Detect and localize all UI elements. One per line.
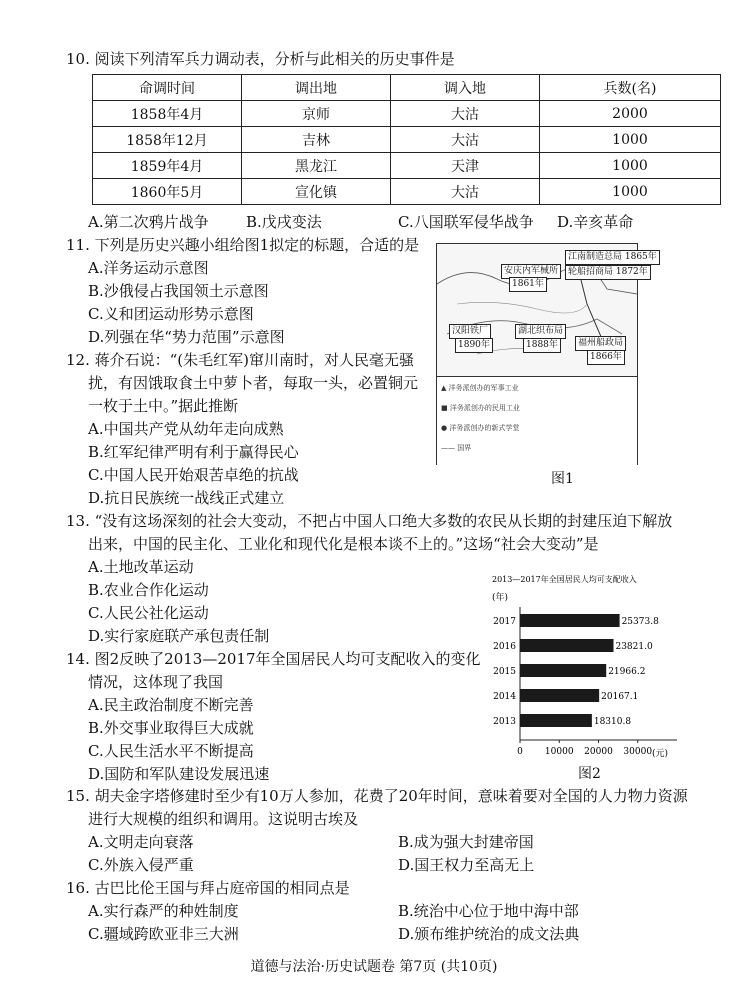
q10-option-c: C.八国联军侵华战争 [398,213,534,231]
q14-option-c: C.人民生活水平不断提高 [88,742,254,760]
q16-stem: 16. 古巴比伦王国与拜占庭帝国的相同点是 [66,879,350,897]
value-label: 25373.8 [621,617,659,627]
table-header: 命调时间 [93,75,242,101]
income-bar-chart [482,572,682,772]
table-row [93,101,721,127]
figure2-caption: 图2 [578,766,601,782]
chart-ylabel: (年) [492,593,509,603]
table-cell: 大沽 [391,127,540,153]
q16-option-c: C.疆域跨欧亚非三大洲 [88,925,239,943]
table-cell: 2000 [540,101,721,127]
troop-table [92,74,721,205]
map-legend [437,376,637,465]
category-label: 2016 [493,642,516,652]
q15-line-2: 进行大规模的组织和调用。这说明古埃及 [88,810,359,828]
table-cell: 宣化镇 [242,179,391,205]
category-label: 2017 [493,617,516,627]
table-cell: 大沽 [391,101,540,127]
table-cell: 1858年4月 [93,101,242,127]
table-header: 调入地 [391,75,540,101]
map-label-jiangnan: 江南制造总局 1865年 [565,250,660,265]
category-label: 2013 [493,717,516,727]
table-cell: 1860年5月 [93,179,242,205]
map-label-hubei: 湖北织布局 [515,324,566,339]
q14-option-a: A.民主政治制度不断完善 [88,696,254,714]
map-label-anqing: 安庆内军械所 [501,264,561,279]
q14-line-1: 14. 图2反映了2013—2017年全国居民人均可支配收入的变化 [66,650,481,668]
q15-option-c: C.外族入侵严重 [88,856,194,874]
q16-option-d: D.颁布维护统治的成文法典 [398,925,580,943]
map-label-hanyang-year: 1890年 [455,338,493,353]
q15-option-b: B.成为强大封建帝国 [398,833,534,851]
q11-stem: 11. 下列是历史兴趣小组给图1拟定的标题，合适的是 [66,236,420,254]
x-tick-label: 10000 [544,747,574,757]
table-cell: 黑龙江 [242,153,391,179]
category-label: 2014 [493,692,516,702]
table-row [93,127,721,153]
income-bar [520,714,592,727]
page-footer: 道德与法治·历史试题卷 第7页 (共10页) [250,959,498,975]
q11-option-d: D.列强在华“势力范围”示意图 [88,328,285,346]
income-bar [520,614,620,627]
q10-option-d: D.辛亥革命 [557,213,634,231]
table-cell: 1000 [540,153,721,179]
table-cell: 1000 [540,179,721,205]
table-cell: 1859年4月 [93,153,242,179]
legend-item: ▲ 洋务派创办的军事工业 [441,384,519,392]
table-cell: 天津 [391,153,540,179]
q16-option-b: B.统治中心位于地中海中部 [398,902,579,920]
q10-option-a: A.第二次鸦片战争 [88,213,209,231]
x-tick-label: 0 [517,747,523,757]
x-tick-label: 30000 [623,747,653,757]
income-bar [520,664,606,677]
map-figure [436,243,657,465]
category-label: 2015 [493,667,516,677]
q15-line-1: 15. 胡夫金字塔修建时至少有10万人参加，花费了20年时间，意味着要对全国的人力物力资源 [66,787,688,805]
q12-line-1: 12. 蒋介石说：“(朱毛红军)窜川南时，对人民毫无骚 [66,351,414,369]
q14-line-2: 情况，这体现了我国 [88,673,224,691]
q12-option-a: A.中国共产党从幼年走向成熟 [88,420,284,438]
q10-option-b: B.戊戌变法 [246,213,322,231]
map-label-fuzhou: 福州船政局 [575,336,626,351]
q13-option-a: A.土地改革运动 [88,558,194,576]
q13-option-d: D.实行家庭联产承包责任制 [88,627,270,645]
q16-option-a: A.实行森严的种姓制度 [88,902,239,920]
table-header-row [93,75,721,101]
legend-item: —— 国界 [441,444,472,452]
income-bar [520,639,613,652]
map-label-hubei-year: 1888年 [523,338,561,353]
q13-option-c: C.人民公社化运动 [88,604,209,622]
q12-line-3: 一枚于土中。”据此推断 [88,397,239,415]
q11-option-b: B.沙俄侵占我国领土示意图 [88,282,269,300]
x-tick-label: 20000 [584,747,613,757]
q14-option-b: B.外交事业取得巨大成就 [88,719,254,737]
legend-item: ● 洋务派创办的新式学堂 [441,424,520,432]
figure1-caption: 图1 [551,471,574,487]
legend-item: ■ 洋务派创办的民用工业 [441,404,520,412]
table-header: 兵数(名) [540,75,721,101]
income-bar [520,689,599,702]
q15-option-a: A.文明走向衰落 [88,833,194,851]
chart-x-unit: (元) [652,749,669,759]
table-header: 调出地 [242,75,391,101]
q11-option-a: A.洋务运动示意图 [88,259,209,277]
map-label-anqing-year: 1861年 [509,277,547,292]
value-label: 21966.2 [608,667,646,677]
map-label-fuzhou-year: 1866年 [587,350,625,365]
table-cell: 京师 [242,101,391,127]
table-row [93,179,721,205]
value-label: 20167.1 [601,692,639,702]
q12-option-d: D.抗日民族统一战线正式建立 [88,489,285,507]
q13-option-b: B.农业合作化运动 [88,581,209,599]
q12-option-c: C.中国人民开始艰苦卓绝的抗战 [88,466,299,484]
q10-stem: 10. 阅读下列清军兵力调动表，分析与此相关的历史事件是 [66,50,455,68]
table-row [93,153,721,179]
chart-title: 2013—2017年全国居民人均可支配收入 [492,575,637,584]
q13-line-2: 出来，中国的民主化、工业化和现代化是根本谈不上的。”这场“社会大变动”是 [88,535,599,553]
q11-option-c: C.义和团运动形势示意图 [88,305,254,323]
q12-option-b: B.红军纪律严明有利于赢得民心 [88,443,299,461]
q14-option-d: D.国防和军队建设发展迅速 [88,765,270,783]
table-cell: 1000 [540,127,721,153]
map-label-zhaoshang: 轮船招商局 1872年 [565,265,651,280]
q12-line-2: 扰，有因饿取食土中萝卜者，每取一头，必置铜元 [88,374,419,392]
table-cell: 吉林 [242,127,391,153]
table-cell: 大沽 [391,179,540,205]
q13-line-1: 13. “没有这场深刻的社会大变动，不把占中国人口绝大多数的农民从长期的封建压迫下解放 [66,512,673,530]
q15-option-d: D.国王权力至高无上 [398,856,535,874]
table-cell: 1858年12月 [93,127,242,153]
map-label-hanyang: 汉阳铁厂 [449,324,491,339]
value-label: 18310.8 [593,717,632,727]
value-label: 23821.0 [615,642,653,652]
